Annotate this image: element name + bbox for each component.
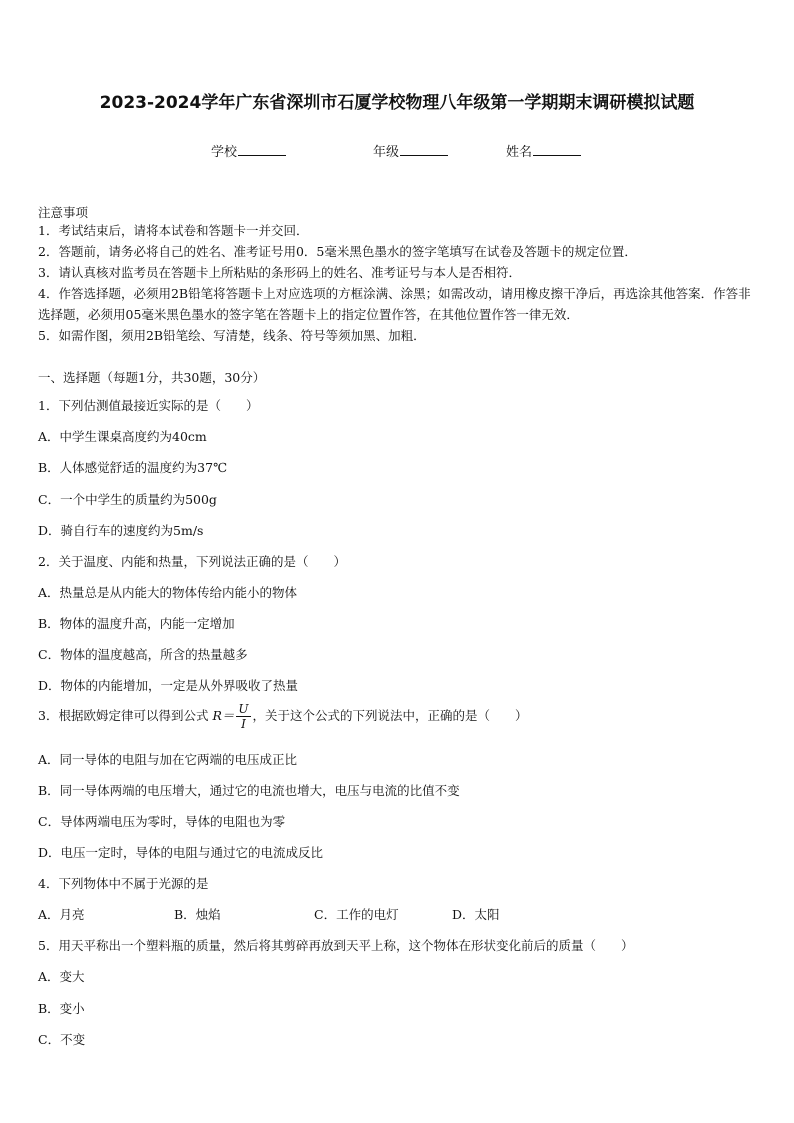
question-1-option-b: B．人体感觉舒适的温度约为37℃: [38, 460, 228, 475]
school-blank: [238, 143, 286, 156]
name-blank: [533, 143, 581, 156]
question-1-option-a: A．中学生课桌高度约为40cm: [38, 429, 207, 444]
school-field: [211, 141, 286, 160]
question-5-option-a: A．变大: [38, 969, 85, 984]
formula-lhs: R＝: [212, 708, 235, 723]
question-1-stem: 1．下列估测值最接近实际的是（ ）: [38, 398, 259, 413]
name-label: 姓名: [506, 145, 533, 160]
grade-label: 年级: [373, 145, 400, 160]
notice-item-4: 4．作答选择题，必须用2B铅笔将答题卡上对应选项的方框涂满、涂黑；如需改动，请用橡皮擦干净后，再选涂其他答案．作答非选择题，必须用05毫米黑色墨水的签字笔在答题卡上的指定位置作答，在其他位置作答一律无效．: [38, 286, 751, 322]
question-4-option-a: A．月亮: [38, 907, 85, 922]
notice-heading: 注意事项: [38, 205, 89, 220]
question-2-option-b: B．物体的温度升高，内能一定增加: [38, 616, 235, 631]
question-3-option-a: A．同一导体的电阻与加在它两端的电压成正比: [38, 752, 298, 767]
question-2-option-d: D．物体的内能增加，一定是从外界吸收了热量: [38, 678, 299, 693]
question-4-option-d: D．太阳: [452, 907, 500, 922]
grade-field: [373, 141, 448, 160]
question-5-option-b: B．变小: [38, 1001, 85, 1016]
notice-item-3: 3．请认真核对监考员在答题卡上所粘贴的条形码上的姓名、准考证号与本人是否相符．: [38, 265, 521, 280]
notice-item-1: 1．考试结束后，请将本试卷和答题卡一并交回．: [38, 223, 309, 238]
formula-numerator: U: [238, 702, 249, 716]
question-4-stem: 4．下列物体中不属于光源的是: [38, 876, 209, 891]
question-2-option-a: A．热量总是从内能大的物体传给内能小的物体: [38, 585, 298, 600]
question-3-option-d: D．电压一定时，导体的电阻与通过它的电流成反比: [38, 845, 324, 860]
formula-fraction: [236, 702, 250, 731]
question-4-option-c: C．工作的电灯: [314, 907, 399, 922]
question-3-option-c: C．导体两端电压为零时，导体的电阻也为零: [38, 814, 286, 829]
question-4-options: [38, 905, 760, 923]
question-3-option-b: B．同一导体两端的电压增大，通过它的电流也增大，电压与电流的比值不变: [38, 783, 460, 798]
question-1-option-c: C．一个中学生的质量约为500g: [38, 492, 217, 507]
question-4-option-b: B．烛焰: [174, 907, 221, 922]
school-label: 学校: [211, 145, 238, 160]
question-3-stem-post: ，关于这个公式的下列说法中，正确的是（ ）: [252, 708, 528, 723]
question-3-stem-pre: 3．根据欧姆定律可以得到公式: [38, 708, 209, 723]
question-2-stem: 2．关于温度、内能和热量，下列说法正确的是（ ）: [38, 554, 346, 569]
question-2-option-c: C．物体的温度越高，所含的热量越多: [38, 647, 248, 662]
grade-blank: [400, 143, 448, 156]
notice-item-5: 5．如需作图，须用2B铅笔绘、写清楚，线条、符号等须加黑、加粗．: [38, 328, 426, 343]
page-title: 2023-2024学年广东省深圳市石厦学校物理八年级第一学期期末调研模拟试题: [99, 93, 695, 113]
question-1-option-d: D．骑自行车的速度约为5m/s: [38, 523, 204, 538]
question-5-option-c: C．不变: [38, 1032, 86, 1047]
question-5-stem: 5．用天平称出一个塑料瓶的质量，然后将其剪碎再放到天平上称，这个物体在形状变化前后的质量（ ）: [38, 938, 634, 953]
section-title: 一、选择题（每题1分，共30题，30分）: [38, 370, 266, 385]
question-3-stem: [38, 702, 528, 731]
name-field: [506, 141, 581, 160]
notice-item-2: 2．答题前，请务必将自己的姓名、准考证号用0．5毫米黑色墨水的签字笔填写在试卷及答题卡的规定位置．: [38, 244, 637, 259]
formula-denominator: I: [241, 717, 246, 731]
